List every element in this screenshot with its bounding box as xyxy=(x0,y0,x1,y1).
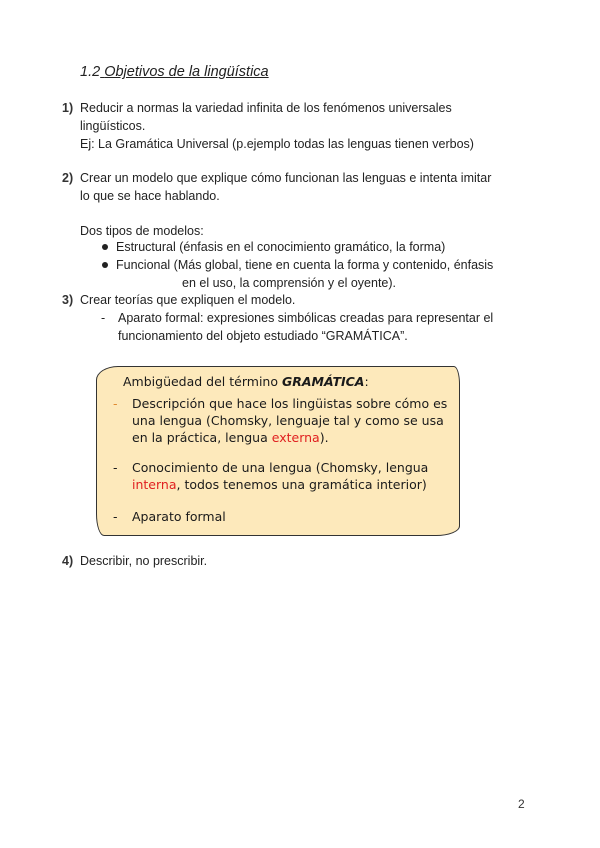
section-title: Objetivos de la lingüística xyxy=(104,64,269,80)
models-subheading: Dos tipos de modelos: xyxy=(80,224,204,238)
box-entry-1-line-2: una lengua (Chomsky, lenguaje tal y como se usa xyxy=(132,413,444,428)
bullet-dot-icon xyxy=(102,262,108,268)
box-dash: - xyxy=(113,396,118,411)
box-entry-1-line-1: Descripción que hace los lingüistas sobre cómo es xyxy=(132,396,448,411)
section-number: 1.2 xyxy=(80,64,101,80)
bullet-structural: Estructural (énfasis en el conocimiento gramático, la forma) xyxy=(102,238,445,256)
box-entry-1-line-3: en la práctica, lengua externa). xyxy=(132,430,329,445)
bullet-functional: Funcional (Más global, tiene en cuenta la forma y contenido, énfasis xyxy=(102,256,493,274)
section-heading xyxy=(80,64,269,80)
item-4-number: 4) xyxy=(62,554,74,568)
item-1-line-2: lingüísticos. xyxy=(80,119,146,133)
box-dash: - xyxy=(113,460,118,475)
box-dash: - xyxy=(113,509,118,524)
item-4-line-1: Describir, no prescribir. xyxy=(80,554,208,568)
item-2-line-1: Crear un modelo que explique cómo funcionan las lenguas e intenta imitar xyxy=(80,171,492,185)
bullet-functional-cont: en el uso, la comprensión y el oyente). xyxy=(182,276,397,290)
item-1-example: Ej: La Gramática Universal (p.ejemplo todas las lenguas tienen verbos) xyxy=(80,137,474,151)
bullet-dot-icon xyxy=(102,244,108,250)
box-entry-3: Aparato formal xyxy=(132,509,226,524)
item-1-line-1: Reducir a normas la variedad infinita de los fenómenos universales xyxy=(80,101,452,115)
box-entry-2-line-1: Conocimiento de una lengua (Chomsky, lengua xyxy=(132,460,429,475)
box-title: Ambigüedad del término GRAMÁTICA: xyxy=(123,374,369,389)
page-number: 2 xyxy=(518,797,525,811)
item-2-line-2: lo que se hace hablando. xyxy=(80,189,220,203)
item-3-dash-line-1: Aparato formal: expresiones simbólicas creadas para representar el xyxy=(118,311,494,325)
box-entry-2-line-2: interna, todos tenemos una gramática interior) xyxy=(132,477,427,492)
item-2-number: 2) xyxy=(62,171,74,185)
item-1-number: 1) xyxy=(62,101,74,115)
item-3-dash-line-2: funcionamiento del objeto estudiado “GRAMÁTICA”. xyxy=(118,329,408,343)
item-3-number: 3) xyxy=(62,293,74,307)
item-3-line-1: Crear teorías que expliquen el modelo. xyxy=(80,293,296,307)
item-3-dash: - xyxy=(101,311,106,325)
